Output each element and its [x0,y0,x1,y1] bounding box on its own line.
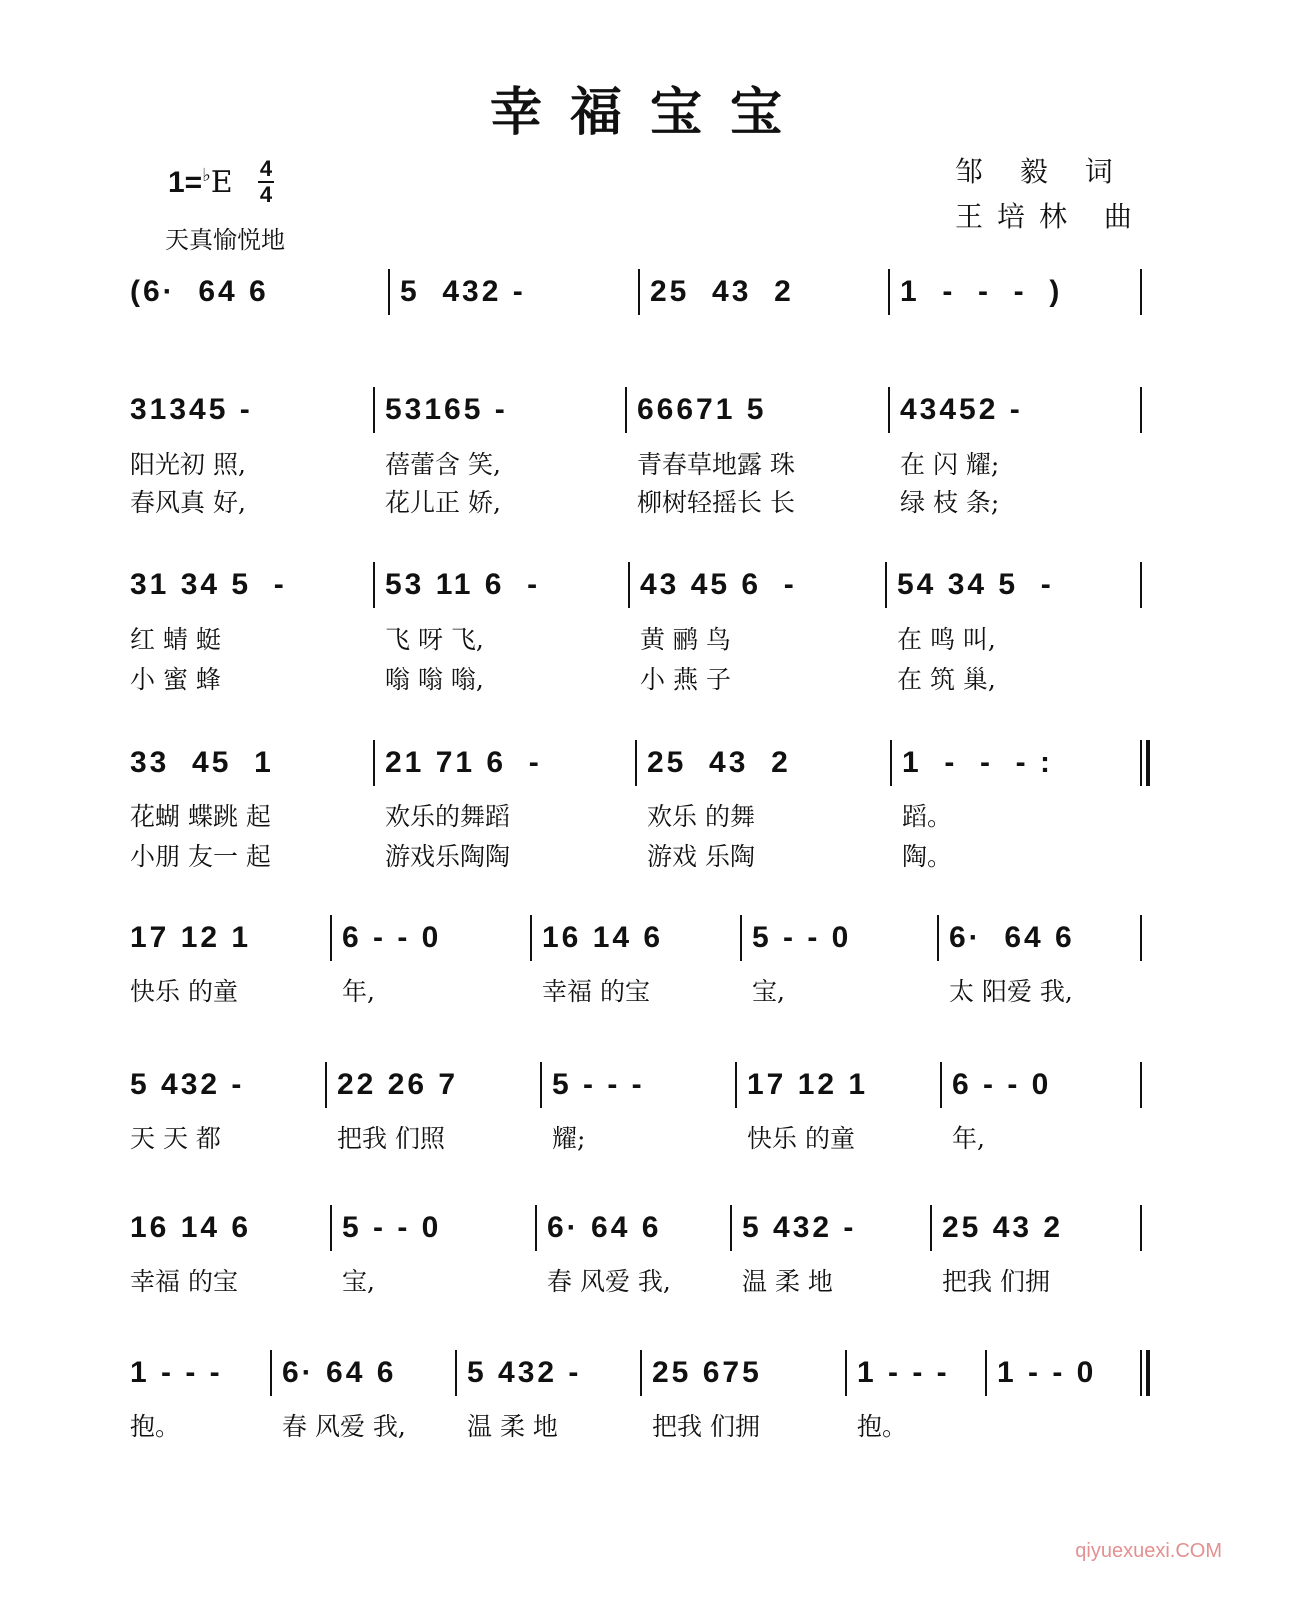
lyric-line: 抱。 [130,1412,181,1441]
time-signature [258,158,274,206]
measure-notes: 5 432 - [742,1211,857,1244]
measure-notes: 43 45 6 - [640,568,797,601]
measure-notes: 43452 - [900,393,1023,426]
barline [735,1062,737,1108]
measure-notes: 5 432 - [130,1068,245,1101]
measure-notes: 1 - - - [130,1356,223,1389]
measure-notes: 21 71 6 - [385,746,542,779]
measure-notes: 31345 - [130,393,253,426]
lyric-line: 宝, [752,977,785,1006]
lyric-line: 幸福 的宝 [542,977,650,1006]
lyric-line: 把我 们拥 [652,1412,760,1441]
barline [1140,915,1142,961]
measure-notes: 17 12 1 [747,1068,869,1101]
lyric-line: 嗡 嗡 嗡, [385,665,484,694]
lyric-line: 蓓蕾含 笑, [385,450,501,479]
barline [1140,269,1142,315]
measure-notes: 6· 64 6 [282,1356,397,1389]
lyric-line: 绿 枝 条; [900,488,1000,517]
watermark: qiyuexuexi.COM [1075,1540,1222,1562]
measure-notes: 25 43 2 [942,1211,1064,1244]
lyric-line: 飞 呀 飞, [385,625,484,654]
measure-notes: 5 - - - [552,1068,645,1101]
lyric-line: 幸福 的宝 [130,1267,238,1296]
barline [1146,740,1150,786]
measure-notes: 53 11 6 - [385,568,541,601]
lyric-line: 欢乐的舞蹈 [385,802,511,831]
measure-notes: 1 - - - [857,1356,950,1389]
lyric-line: 春 风爱 我, [547,1267,671,1296]
barline [373,740,375,786]
tempo-marking: 天真愉悦地 [165,227,285,254]
lyric-line: 小朋 友一 起 [130,842,271,871]
lyric-line: 红 蜻 蜓 [130,625,221,654]
lyric-line: 快乐 的童 [747,1124,855,1153]
key-tonic: 1= [168,166,203,199]
lyric-line: 花儿正 娇, [385,488,501,517]
lyric-line: 欢乐 的舞 [647,802,755,831]
barline [640,1350,642,1396]
measure-notes: 25 675 [652,1356,762,1389]
lyric-line: 把我 们拥 [942,1267,1050,1296]
measure-notes: 6 - - 0 [342,921,442,954]
lyric-line: 在 鸣 叫, [897,625,996,654]
measure-notes: 6 - - 0 [952,1068,1052,1101]
lyric-line: 抱。 [857,1412,908,1441]
lyric-line: 黄 鹂 鸟 [640,625,731,654]
measure-notes: 33 45 1 [130,746,274,779]
barline [1140,740,1142,786]
measure-notes: 1 - - - ) [900,275,1063,308]
barline [373,387,375,433]
lyric-line: 蹈。 [902,802,953,831]
lyric-line: 小 燕 子 [640,665,731,694]
barline [985,1350,987,1396]
measure-notes: 5 432 - [400,275,526,308]
barline [540,1062,542,1108]
barline [388,269,390,315]
lyric-line: 温 柔 地 [742,1267,833,1296]
barline [625,387,627,433]
lyric-line: 在 筑 巢, [897,665,996,694]
lyric-line: 花蝴 蝶跳 起 [130,802,271,831]
barline [330,1205,332,1251]
measure-notes: 1 - - - : [902,746,1053,779]
barline [270,1350,272,1396]
barline [1146,1350,1150,1396]
lyricist: 邹 毅 词 [955,155,1127,188]
lyric-line: 陶。 [902,842,953,871]
lyric-line: 天 天 都 [130,1124,221,1153]
barline [890,740,892,786]
lyric-line: 小 蜜 蜂 [130,665,221,694]
measure-notes: 31 34 5 - [130,568,287,601]
measure-notes: 17 12 1 [130,921,252,954]
barline [530,915,532,961]
barline [937,915,939,961]
barline [885,562,887,608]
barline [628,562,630,608]
barline [1140,1350,1142,1396]
barline [888,269,890,315]
song-title: 幸福宝宝 [489,82,810,143]
lyric-line: 阳光初 照, [130,450,246,479]
barline [638,269,640,315]
lyric-line: 春 风爱 我, [282,1412,406,1441]
measure-notes: 5 - - 0 [752,921,852,954]
barline [1140,387,1142,433]
lyric-line: 宝, [342,1267,375,1296]
time-bottom: 4 [259,182,273,207]
measure-notes: 5 432 - [467,1356,582,1389]
barline [888,387,890,433]
measure-notes: 66671 5 [637,393,767,426]
measure-notes: 54 34 5 - [897,568,1054,601]
measure-notes: 25 43 2 [650,275,794,308]
measure-notes: 6· 64 6 [547,1211,662,1244]
lyric-line: 青春草地露 珠 [637,450,795,479]
measure-notes: 22 26 7 [337,1068,459,1101]
lyric-line: 柳树轻摇长 长 [637,488,795,517]
lyric-line: 年, [342,977,375,1006]
barline [740,915,742,961]
barline [330,915,332,961]
barline [325,1062,327,1108]
measure-notes: 1 - - 0 [997,1356,1097,1389]
barline [1140,1205,1142,1251]
lyric-line: 在 闪 耀; [900,450,1000,479]
lyric-line: 耀; [552,1124,586,1153]
lyric-line: 年, [952,1124,985,1153]
key-note: E [210,165,233,200]
lyric-line: 春风真 好, [130,488,246,517]
lyric-line: 游戏乐陶陶 [385,842,511,871]
barline [1140,562,1142,608]
barline [1140,1062,1142,1108]
barline [940,1062,942,1108]
lyric-line: 太 阳爱 我, [949,977,1073,1006]
barline [373,562,375,608]
measure-notes: 5 - - 0 [342,1211,442,1244]
measure-notes: 16 14 6 [542,921,664,954]
lyric-line: 把我 们照 [337,1124,445,1153]
barline [635,740,637,786]
barline [730,1205,732,1251]
measure-notes: 16 14 6 [130,1211,252,1244]
key-signature [168,165,233,200]
barline [535,1205,537,1251]
measure-notes: 6· 64 6 [949,921,1075,954]
barline [845,1350,847,1396]
lyric-line: 温 柔 地 [467,1412,558,1441]
time-top: 4 [259,156,273,181]
flat-sign: ♭ [202,165,211,185]
measure-notes: 25 43 2 [647,746,791,779]
composer: 王培林 曲 [955,200,1146,233]
barline [930,1205,932,1251]
lyric-line: 游戏 乐陶 [647,842,755,871]
lyric-line: 快乐 的童 [130,977,238,1006]
measure-notes: 53165 - [385,393,508,426]
measure-notes: (6· 64 6 [130,275,269,308]
barline [455,1350,457,1396]
